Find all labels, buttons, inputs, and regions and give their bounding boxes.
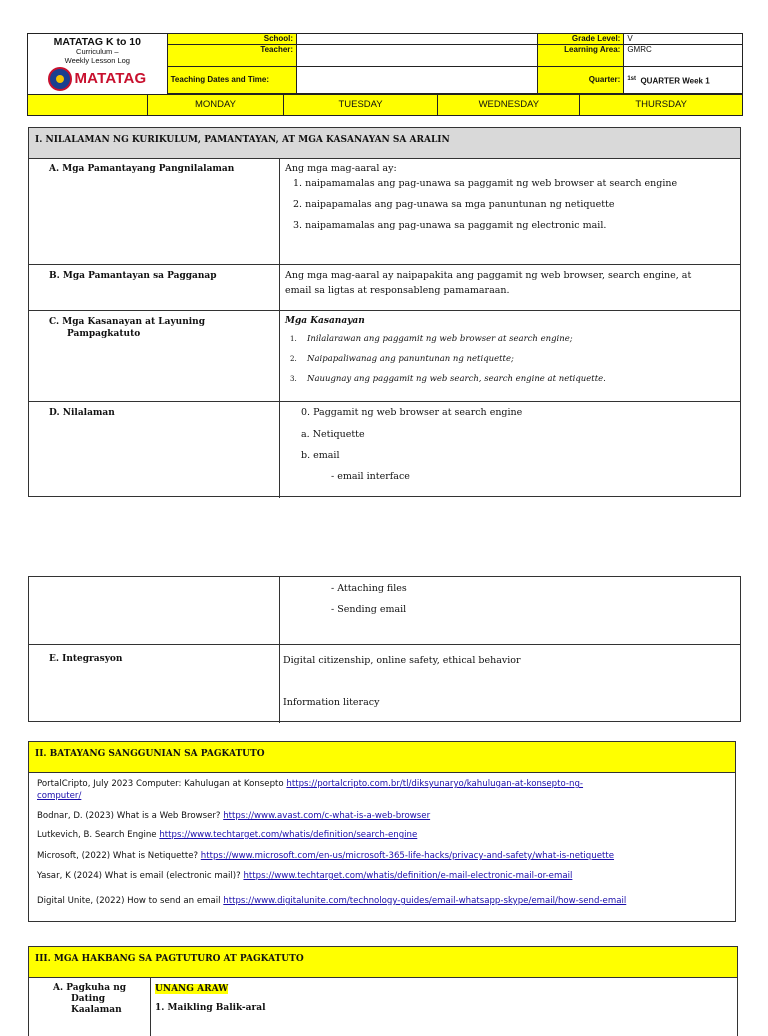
row-c-item-1: Inilalarawan ang paggamit ng web browser at search engine; — [307, 334, 573, 344]
unang-araw-heading — [155, 984, 228, 994]
teaching-dates-label: Teaching Dates and Time: — [167, 67, 296, 94]
row-e-line-2: Information literacy — [283, 697, 380, 708]
row-d-line-2: a. Netiquette — [301, 429, 365, 440]
reference-5-link[interactable]: https://www.techtarget.com/whatis/definition/e-mail-electronic-mail-or-email — [243, 871, 573, 881]
row-d-continued-label-cell — [29, 577, 280, 644]
day-monday[interactable]: MONDAY — [148, 95, 283, 116]
lesson-log-header — [27, 33, 743, 94]
section-1-table — [28, 127, 741, 497]
section-1-continued-table — [28, 576, 741, 722]
quarter-week-text: QUARTER Week 1 — [640, 76, 710, 86]
quarter-label: Quarter: — [537, 67, 624, 94]
reference-2-text: Bodnar, D. (2023) What is a Web Browser? — [37, 811, 224, 821]
row-3a-label-1: A. Pagkuha ng — [53, 983, 127, 993]
row-d-label: D. Nilalaman — [49, 408, 115, 418]
row-c-label-cell — [29, 311, 280, 401]
section-3-title-row — [29, 947, 737, 978]
row-3a-label-2: Dating — [71, 994, 106, 1004]
reference-6-text: Digital Unite, (2022) How to send an email — [37, 896, 224, 906]
header-subtitle-1: Curriculum – — [76, 46, 119, 56]
row-b-label: B. Mga Pamantayan sa Pagganap — [49, 271, 217, 281]
header-subtitle-2: Weekly Lesson Log — [64, 55, 130, 65]
quarter-value[interactable] — [624, 67, 743, 94]
teacher-value[interactable] — [297, 45, 538, 67]
section-1-title: I. NILALAMAN NG KURIKULUM, PAMANTAYAN, AT MGA KASANAYAN SA ARALIN — [35, 135, 450, 145]
reference-5-text: Yasar, K (2024) What is email (electronic mail)? — [37, 871, 244, 881]
row-e-label-cell — [29, 645, 280, 723]
row-a-label: A. Mga Pamantayang Pangnilalaman — [49, 164, 235, 174]
section-2-title: II. BATAYANG SANGGUNIAN SA PAGKATUTO — [35, 749, 265, 759]
section-2-table — [28, 741, 736, 922]
row-a-item-1: 1. naipamamalas ang pag-unawa sa paggamit ng web browser at search engine — [293, 178, 678, 189]
reference-1-link-cont[interactable]: computer/ — [37, 790, 82, 801]
row-c-num-2: 2. — [290, 355, 297, 363]
row-a-label-cell — [29, 159, 280, 264]
reference-6-link[interactable]: https://www.digitalunite.com/technology-guides/email-whatsapp-skype/email/how-send-email — [223, 896, 627, 906]
reference-4 — [37, 851, 727, 863]
row-d-content — [29, 402, 740, 498]
reference-2-link[interactable]: https://www.avast.com/c-what-is-a-web-browser — [223, 811, 431, 821]
row-c-item-2: Naipapaliwanag ang panuntunan ng netiquette; — [307, 354, 514, 364]
section-3-table — [28, 946, 738, 1036]
reference-5 — [37, 871, 727, 883]
school-value[interactable] — [297, 34, 538, 45]
row-c-item-3: Nauugnay ang paggamit ng web search, search engine at netiquette. — [307, 374, 606, 384]
row-c-label-2: Pampagkatuto — [67, 329, 141, 339]
section-3-title: III. MGA HAKBANG SA PAGTUTURO AT PAGKATUTO — [35, 954, 304, 964]
row-b-label-cell — [29, 265, 280, 310]
row-d-continued — [29, 577, 740, 645]
row-d-cont-line-1: - Attaching files — [331, 583, 407, 594]
row-a-content-standards — [29, 159, 740, 265]
row-c-competencies — [29, 311, 740, 402]
row-a-intro: Ang mga mag-aaral ay: — [285, 163, 397, 174]
maikling-balik-aral: 1. Maikling Balik-aral — [155, 1003, 266, 1013]
row-c-num-1: 1. — [290, 335, 297, 343]
row-3a-label-3: Kaalaman — [71, 1005, 122, 1015]
row-3a-label-cell — [29, 978, 151, 1036]
days-row — [27, 94, 743, 116]
row-b-line-1: Ang mga mag-aaral ay naipapakita ang paggamit ng web browser, search engine, at — [285, 270, 692, 281]
grade-level-value[interactable]: V — [624, 34, 743, 45]
row-d-line-1: 0. Paggamit ng web browser at search engine — [301, 407, 523, 418]
deped-seal-icon — [48, 67, 72, 91]
reference-1 — [37, 779, 727, 802]
row-d-line-3: b. email — [301, 450, 340, 461]
row-b-line-2: email sa ligtas at responsableng pamamaraan. — [285, 285, 510, 296]
unang-araw-text: UNANG ARAW — [155, 984, 229, 994]
row-e-line-1: Digital citizenship, online safety, ethical behavior — [283, 655, 521, 666]
quarter-ordinal: 1st — [627, 75, 636, 82]
learning-area-label: Learning Area: — [537, 45, 624, 67]
matatag-logo: MATATAG — [31, 67, 164, 91]
row-a-item-3: 3. naipamamalas ang pag-unawa sa paggamit ng electronic mail. — [293, 220, 607, 231]
row-c-num-3: 3. — [290, 375, 297, 383]
row-e-label: E. Integrasyon — [49, 654, 123, 664]
reference-4-text: Microsoft, (2022) What is Netiquette? — [37, 851, 201, 861]
reference-1-link[interactable]: https://portalcripto.com.br/tl/diksyunaryo/kahulugan-at-konsepto-ng- — [286, 779, 584, 789]
row-d-line-4: - email interface — [331, 471, 410, 482]
row-b-performance-standards — [29, 265, 740, 311]
row-c-heading: Mga Kasanayan — [285, 316, 365, 326]
row-c-label-1: C. Mga Kasanayan at Layuning — [49, 317, 206, 327]
day-thursday[interactable]: THURSDAY — [580, 95, 743, 116]
reference-2 — [37, 811, 727, 823]
days-blank-cell — [28, 95, 148, 116]
reference-3-text: Lutkevich, B. Search Engine — [37, 830, 160, 840]
section-1-title-row — [29, 128, 740, 159]
teaching-dates-value[interactable] — [297, 67, 538, 94]
reference-4-link[interactable]: https://www.microsoft.com/en-us/microsoft-365-life-hacks/privacy-and-safety/what-is-netiquette — [200, 851, 615, 861]
matatag-logo-cell — [28, 34, 168, 94]
reference-1-text: PortalCripto, July 2023 Computer: Kahulugan at Konsepto — [37, 779, 287, 789]
header-title: MATATAG K to 10 — [53, 35, 141, 48]
reference-3-link[interactable]: https://www.techtarget.com/whatis/definition/search-engine — [159, 830, 418, 840]
reference-3 — [37, 830, 727, 842]
row-d-cont-line-2: - Sending email — [331, 604, 407, 615]
section-2-title-row — [29, 742, 735, 773]
row-a-item-2: 2. naipapamalas ang pag-unawa sa mga panuntunan ng netiquette — [293, 199, 615, 210]
grade-level-label: Grade Level: — [537, 34, 624, 45]
school-label: School: — [167, 34, 296, 45]
row-e-integration — [29, 645, 740, 723]
reference-6 — [37, 896, 727, 908]
teacher-label: Teacher: — [167, 45, 296, 67]
day-wednesday[interactable]: WEDNESDAY — [438, 95, 580, 116]
day-tuesday[interactable]: TUESDAY — [283, 95, 438, 116]
learning-area-value[interactable]: GMRC — [624, 45, 743, 67]
row-d-label-cell — [29, 402, 280, 498]
